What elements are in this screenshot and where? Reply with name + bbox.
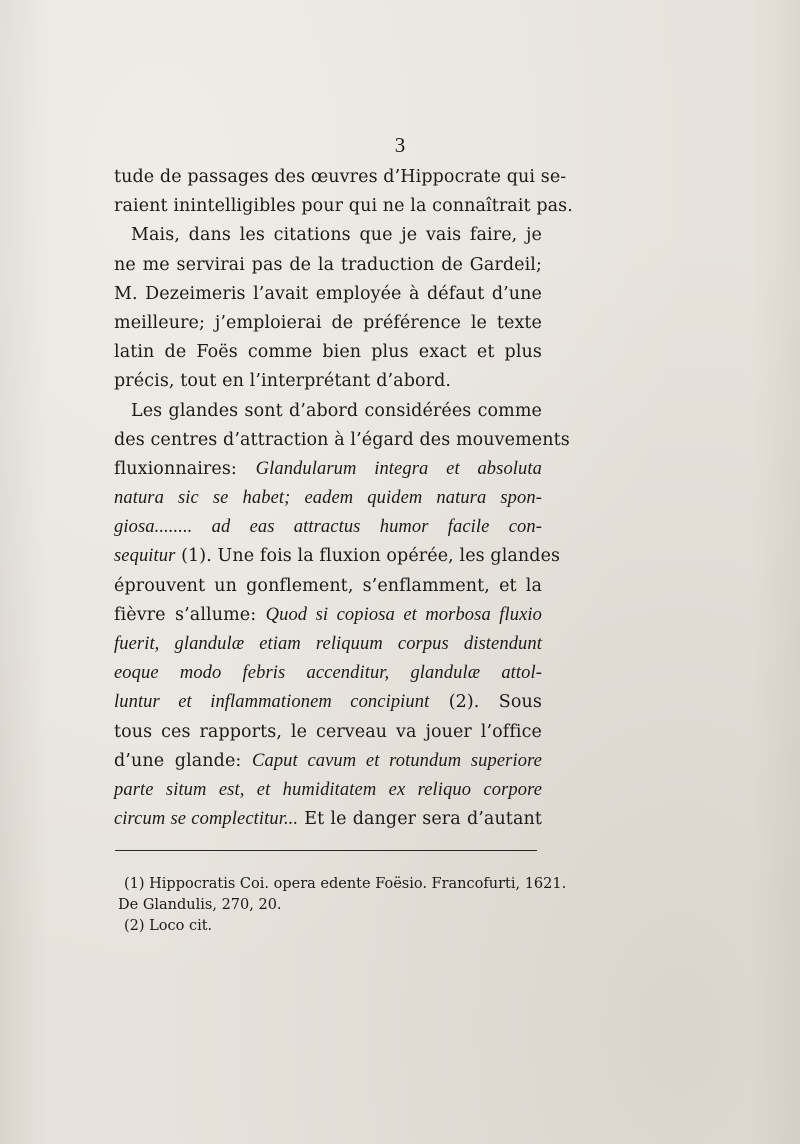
footnote-2: (2) Loco cit. [124,918,213,934]
latin-quotation-text: parte situm est, et humiditatem ex reliquo corpore [114,779,542,800]
body-text-segment: d’une glande: [114,750,253,771]
latin-quotation-text: sequitur [114,546,176,567]
latin-quotation-text: Caput cavum et rotundum superiore [252,750,542,771]
body-text-segment: fièvre s’allume: [114,604,266,625]
body-line [114,251,542,280]
body-line [114,280,542,309]
footnotes [118,874,567,937]
latin-quotation-text: natura sic se habet; eadem quidem natura spon- [114,488,542,509]
body-text-segment: ne me servirai pas de la traduction de Gardeil; [114,254,542,275]
body-text-segment: tous ces rapports, le cerveau va jouer l’office [114,721,542,742]
body-text-segment: Mais, dans les citations que je vais faire, je [131,225,542,246]
body-line [114,630,542,659]
footnote-1-line-2: De Glandulis, 270, 20. [118,897,282,913]
body-text-segment: des centres d’attraction à l’égard des mouvements [114,429,570,450]
body-line [114,659,542,688]
body-text-segment: éprouvent un gonflement, s’enflamment, et la [114,575,542,596]
body-text-segment: meilleure; j’emploierai de préférence le texte [114,312,542,333]
body-line [114,776,542,805]
body-text-segment: latin de Foës comme bien plus exact et plus [114,342,542,363]
body-line [114,542,561,571]
body-text-segment: raient inintelligibles pour qui ne la connaîtrait pas. [114,196,573,217]
body-line [114,221,542,250]
latin-quotation-text: giosa........ ad eas attractus humor facile con- [114,517,542,538]
body-text-segment: Et le danger sera d’autant [298,809,542,830]
body-text-segment: M. Dezeimeris l’avait employée à défaut d’une [114,283,542,304]
body-line [114,192,573,221]
body-text-segment: Les glandes sont d’abord considérées comme [131,400,542,421]
body-line [114,601,542,630]
body-line [114,367,542,396]
latin-quotation-text: circum se complectitur... [114,809,299,830]
body-line [114,688,542,717]
body-text-segment: tude de passages des œuvres d’Hippocrate qui se- [114,167,567,187]
body-text-segment: précis, tout en l’interprétant d’abord. [114,371,452,392]
body-text-segment: fluxionnaires: [114,458,256,479]
body-line [114,455,542,484]
latin-quotation-text: eoque modo febris accenditur, glandulæ attol- [114,663,542,684]
body-line [114,426,570,455]
body-line [114,309,542,338]
body-line [114,747,542,776]
body-text-segment: (2). Sous [429,692,542,713]
body-line [114,572,542,601]
footnote-separator-rule [115,850,537,851]
body-line [114,338,542,367]
footnote-1-line-1: (1) Hippocratis Coi. opera edente Foësio. Francofurti, 1621. [124,876,567,892]
body-line [114,397,542,426]
body-text [114,163,573,834]
body-line [114,484,542,513]
body-line [114,805,542,834]
body-line [114,163,567,192]
body-text-segment: (1). Une fois la fluxion opérée, les glandes [175,546,561,567]
page-number: 3 [394,133,406,157]
latin-quotation-text: luntur et inflammationem concipiunt [114,692,430,713]
body-line [114,513,542,542]
latin-quotation-text: fuerit, glandulæ etiam reliquum corpus distendunt [114,634,542,654]
body-line [114,718,542,747]
latin-quotation-text: Glandularum integra et absoluta [255,458,542,479]
latin-quotation-text: Quod si copiosa et morbosa fluxio [265,604,543,625]
